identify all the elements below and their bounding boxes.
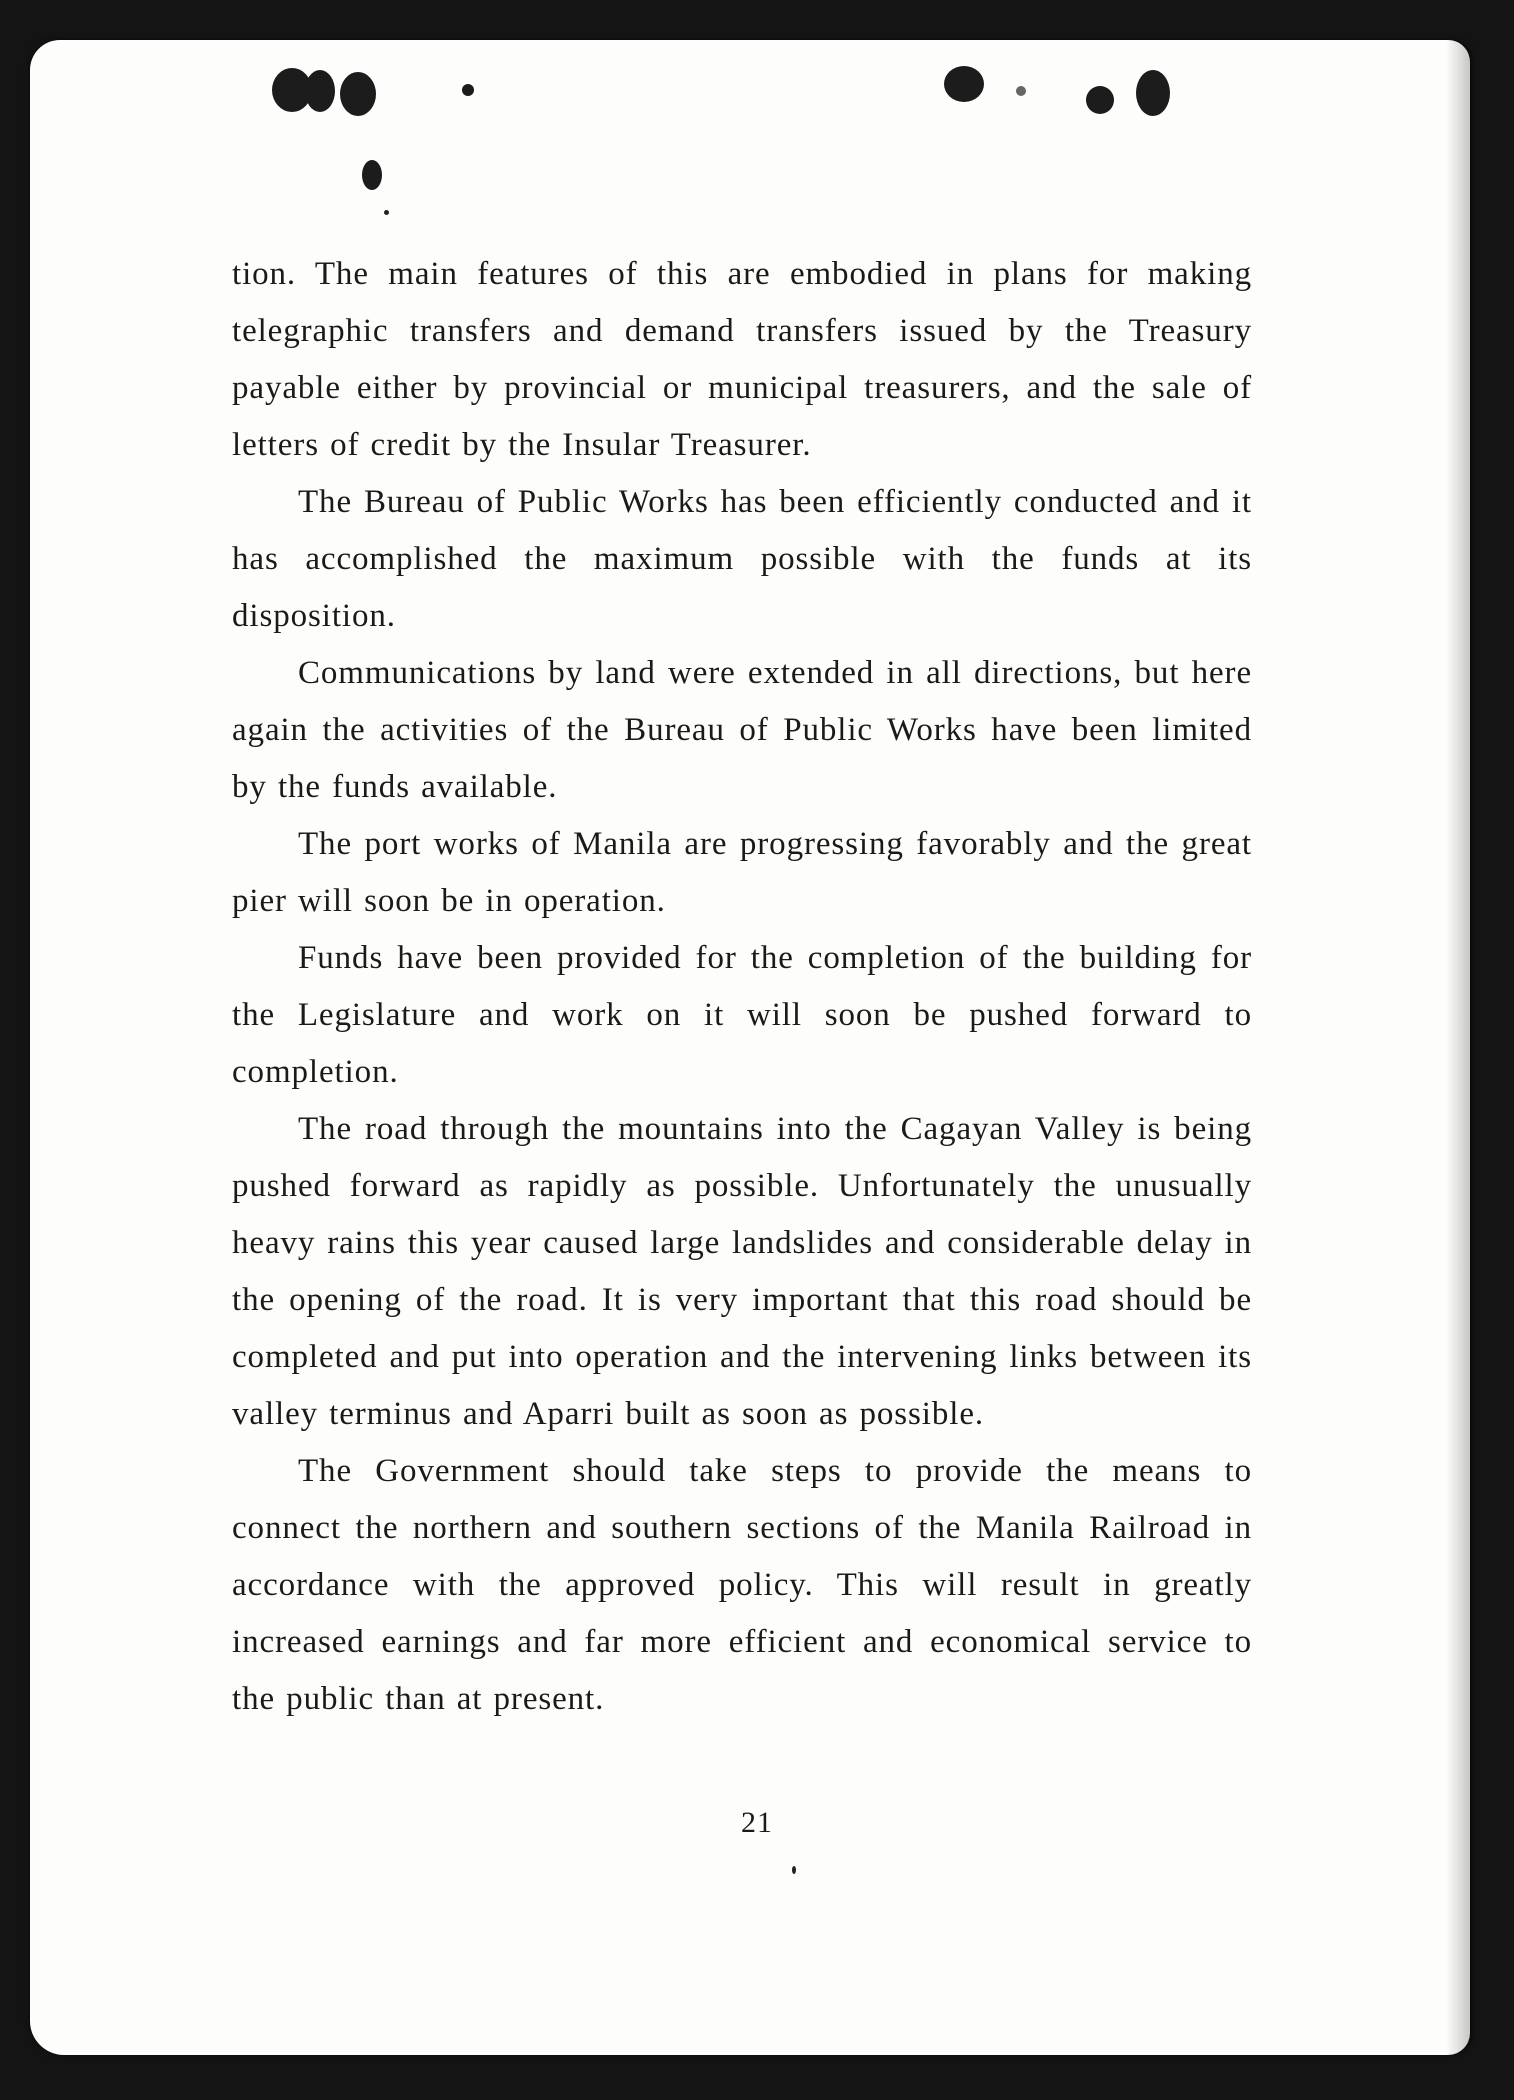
paragraph: The Government should take steps to provide the means to connect the northern and southern sections of the Manila Railroad in accordance with the approved policy. This will result in greatly increased earnings and far more efficient and economical service to the public than at present.	[232, 1453, 1252, 1717]
ink-blot	[944, 66, 984, 102]
page-number: 21	[741, 1806, 773, 1839]
ink-blot	[362, 160, 382, 190]
ink-blot	[305, 70, 335, 112]
speck	[384, 210, 389, 215]
paragraph: Communications by land were extended in all directions, but here again the activities of the Bureau of Public Works have been limited by the funds available.	[232, 655, 1252, 805]
paragraph: The port works of Manila are progressing favorably and the great pier will soon be in operation.	[232, 826, 1252, 919]
paragraph: Funds have been provided for the completion of the building for the Legislature and work on it will soon be pushed forward to completion.	[232, 940, 1252, 1090]
ink-blot	[1016, 86, 1026, 96]
document-body	[232, 246, 1252, 1728]
ink-blot	[1136, 70, 1170, 116]
paper-edge-shadow	[1446, 40, 1474, 2055]
paragraph: tion. The main features of this are embodied in plans for making telegraphic transfers and demand transfers issued by the Treasury payable either by provincial or municipal treasurers, and the sale of letters of credit by the Insular Treasurer.	[232, 256, 1252, 463]
ink-blot	[462, 84, 474, 96]
speck	[792, 1866, 796, 1874]
ink-blot	[1086, 86, 1114, 114]
paragraph: The Bureau of Public Works has been efficiently conducted and it has accomplished the maximum possible with the funds at its disposition.	[232, 484, 1252, 634]
ink-blot	[340, 72, 376, 116]
paragraph: The road through the mountains into the Cagayan Valley is being pushed forward as rapidly as possible. Unfortunately the unusually heavy rains this year caused large landslides and considerable delay in the opening of the road. It is very important that this road should be completed and put into operation and the intervening links between its valley terminus and Aparri built as soon as possible.	[232, 1111, 1252, 1432]
